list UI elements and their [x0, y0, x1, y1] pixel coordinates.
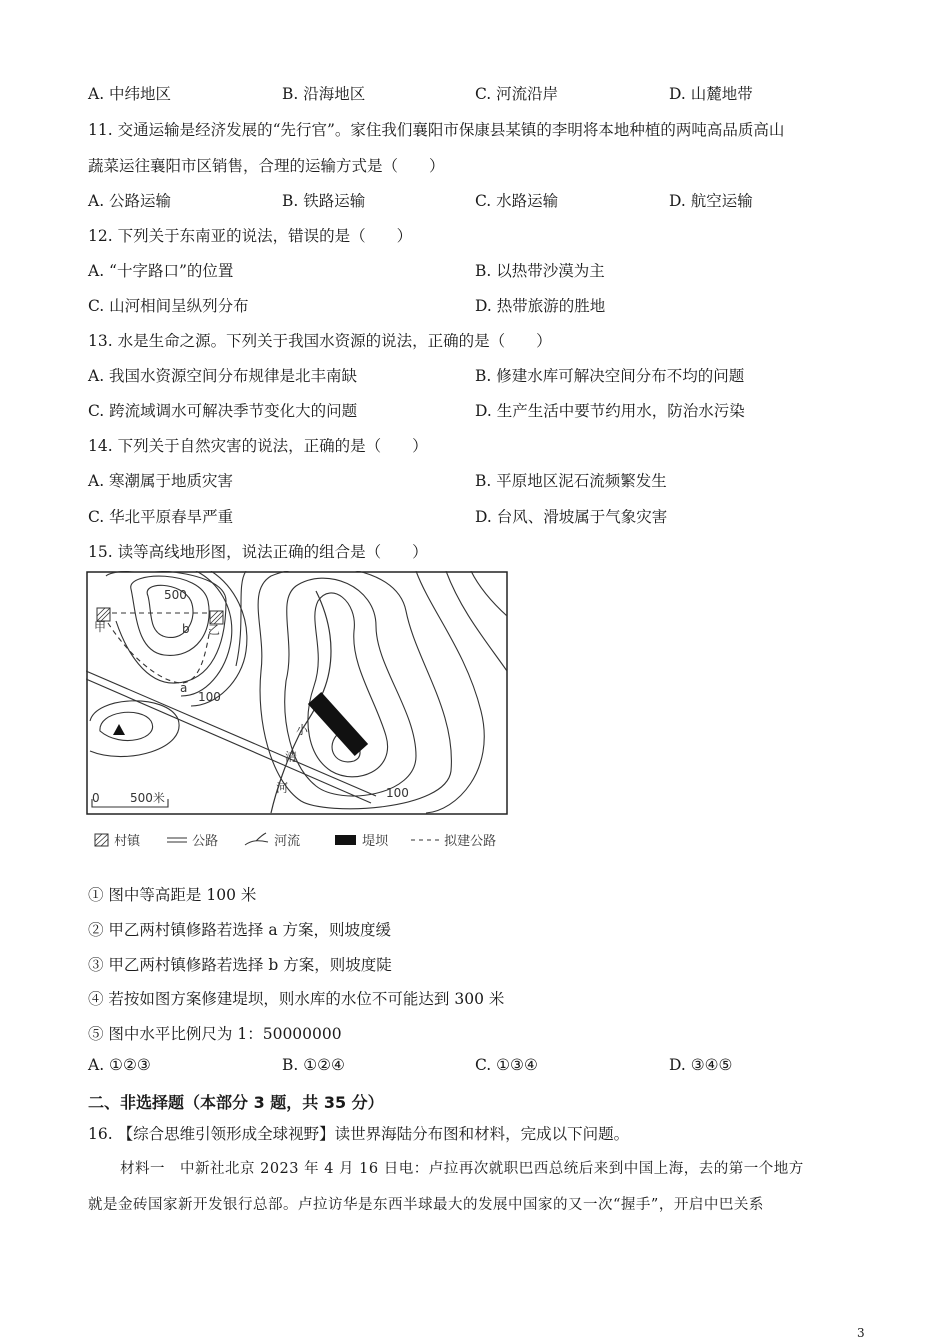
q15-statement-2: ② 甲乙两村镇修路若选择 a 方案，则坡度缓 [88, 921, 392, 939]
q15-option-d: D. ③④⑤ [669, 1056, 733, 1074]
q14-option-b: B. 平原地区泥石流频繁发生 [475, 472, 667, 490]
q12-option-c: C. 山河相间呈纵列分布 [88, 297, 249, 315]
river-label-2: 清 [285, 750, 298, 764]
route-b-label: b [182, 622, 190, 636]
legend-village-label: 村镇 [114, 834, 141, 849]
q15-statement-1: ① 图中等高距是 100 米 [88, 886, 257, 904]
river-label-1: 小 [296, 723, 309, 737]
q14-option-d: D. 台风、滑坡属于气象灾害 [475, 508, 668, 526]
q10-option-d: D. 山麓地带 [669, 85, 753, 103]
q15-statement-3: ③ 甲乙两村镇修路若选择 b 方案，则坡度陡 [88, 956, 392, 974]
q12-option-a: A. “十字路口”的位置 [88, 262, 234, 280]
dam-legend-icon [334, 833, 358, 847]
contour-label-500: 500 [164, 588, 187, 602]
section-title: 二、非选择题（本部分 3 题，共 35 分） [88, 1093, 384, 1112]
q16-material-line1: 材料一 中新社北京 2023 年 4 月 16 日电：卢拉再次就职巴西总统后来到中国上海，去的第一个地方 [120, 1161, 804, 1177]
q13-option-a: A. 我国水资源空间分布规律是北丰南缺 [88, 367, 358, 385]
q10-option-a: A. 中纬地区 [88, 85, 172, 103]
q12-stem: 12. 下列关于东南亚的说法，错误的是（ ） [88, 227, 413, 245]
q16-material-line2: 就是金砖国家新开发银行总部。卢拉访华是东西半球最大的发展中国家的又一次“握手”，开启中巴关系 [88, 1197, 764, 1213]
village-legend-icon [94, 833, 110, 847]
q15-option-b: B. ①②④ [282, 1056, 345, 1074]
river-label-3: 河 [276, 781, 289, 795]
q13-option-b: B. 修建水库可解决空间分布不均的问题 [475, 367, 745, 385]
legend-road-label: 公路 [192, 834, 219, 849]
q15-statement-5: ⑤ 图中水平比例尺为 1：50000000 [88, 1025, 342, 1043]
village-yi-label: 乙 [208, 623, 221, 637]
contour-label-100: 100 [198, 690, 221, 704]
q11-option-c: C. 水路运输 [475, 192, 559, 210]
contour-label-100: 100 [386, 786, 409, 800]
contour-map [86, 571, 509, 816]
q12-option-b: B. 以热带沙漠为主 [475, 262, 605, 280]
q13-option-c: C. 跨流域调水可解决季节变化大的问题 [88, 402, 358, 420]
q14-option-c: C. 华北平原春旱严重 [88, 508, 234, 526]
road-legend-icon [166, 833, 188, 847]
q11-stem-line1: 11. 交通运输是经济发展的“先行官”。家住我们襄阳市保康县某镇的李明将本地种植的两吨高品质高山 [88, 121, 785, 139]
q14-option-a: A. 寒潮属于地质灾害 [88, 472, 234, 490]
q14-stem: 14. 下列关于自然灾害的说法，正确的是（ ） [88, 437, 428, 455]
q16-stem: 16. 【综合思维引领形成全球视野】读世界海陆分布图和材料，完成以下问题。 [88, 1125, 630, 1143]
q11-stem-line2: 蔬菜运往襄阳市区销售，合理的运输方式是（ ） [88, 157, 445, 175]
legend-river-label: 河流 [274, 834, 301, 849]
q15-stem: 15. 读等高线地形图，说法正确的组合是（ ） [88, 543, 428, 561]
scale-label: 500米 [130, 791, 165, 805]
scale-zero-label: 0 [92, 791, 100, 805]
q15-option-c: C. ①③④ [475, 1056, 538, 1074]
q13-stem: 13. 水是生命之源。下列关于我国水资源的说法，正确的是（ ） [88, 332, 552, 350]
q12-option-d: D. 热带旅游的胜地 [475, 297, 606, 315]
river-legend-icon [244, 832, 270, 848]
q15-statement-4: ④ 若按如图方案修建堤坝，则水库的水位不可能达到 300 米 [88, 990, 505, 1008]
q11-option-b: B. 铁路运输 [282, 192, 366, 210]
legend-dam-label: 堤坝 [362, 834, 389, 849]
q11-option-d: D. 航空运输 [669, 192, 753, 210]
planned-road-legend-icon [410, 833, 440, 847]
route-a-label: a [180, 681, 188, 695]
q10-option-b: B. 沿海地区 [282, 85, 366, 103]
q15-option-a: A. ①②③ [88, 1056, 151, 1074]
q10-option-c: C. 河流沿岸 [475, 85, 559, 103]
village-jia-label: 甲 [94, 620, 107, 634]
q13-option-d: D. 生产生活中要节约用水，防治水污染 [475, 402, 745, 420]
page-number: 3 [857, 1326, 865, 1340]
legend-planned-road-label: 拟建公路 [444, 834, 497, 849]
q11-option-a: A. 公路运输 [88, 192, 172, 210]
